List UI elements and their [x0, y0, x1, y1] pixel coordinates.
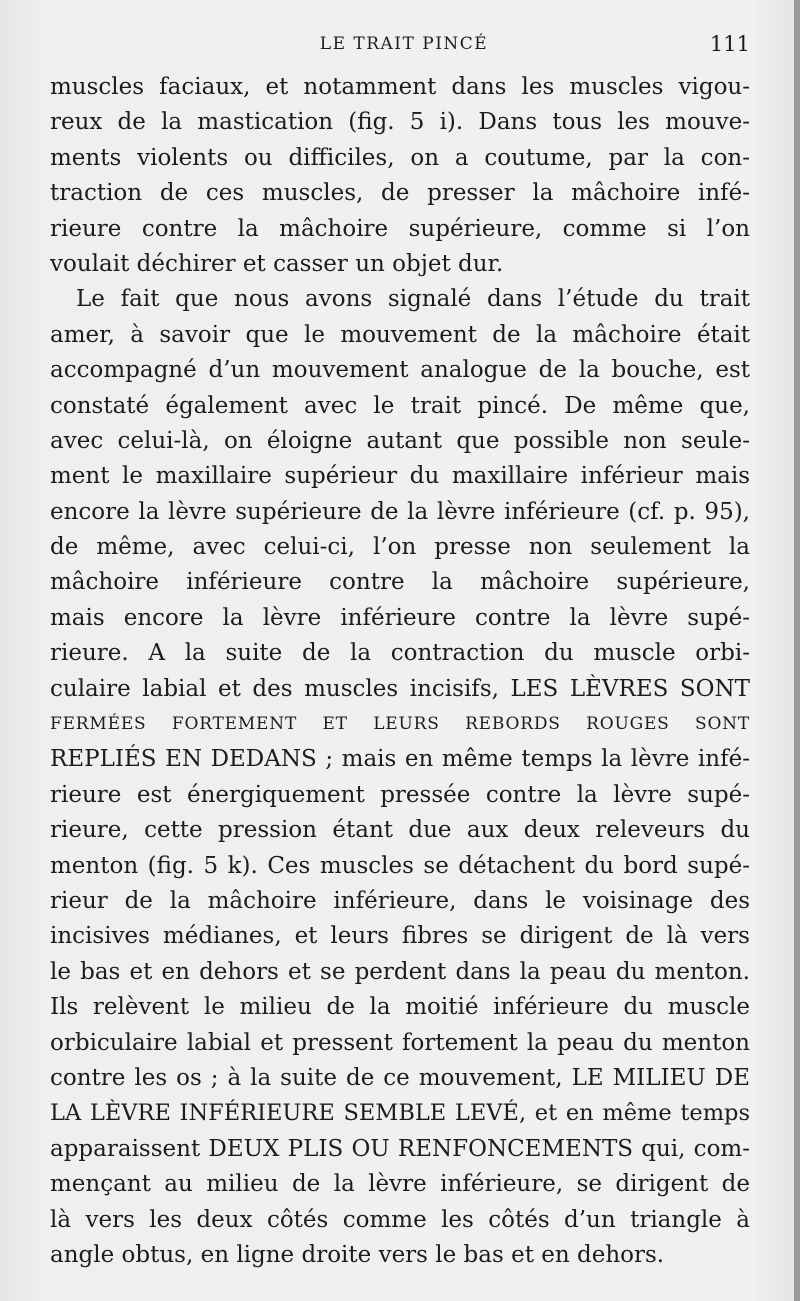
text-line: Ils relèvent le milieu de la moitié inférieure du muscle [50, 994, 750, 1021]
text-line: constaté également avec le trait pincé. De même que, [50, 392, 750, 419]
text-line: rieure, cette pression étant due aux deux releveurs du [50, 817, 750, 844]
text-line: orbiculaire labial et pressent fortement la peau du menton [50, 1029, 750, 1056]
text-line: rieure contre la mâchoire supérieure, comme si l’on [50, 215, 750, 242]
text-line: là vers les deux côtés comme les côtés d’un triangle à [50, 1206, 750, 1233]
text-line: le bas et en dehors et se perdent dans la peau du menton. [50, 958, 750, 985]
text-line: accompagné d’un mouvement analogue de la bouche, est [50, 357, 750, 384]
page-edge-shadow [794, 0, 800, 1301]
text-line: voulait déchirer et casser un objet dur. [50, 250, 504, 277]
running-head: LE TRAIT PINCÉ [319, 34, 489, 54]
text-line: avec celui-là, on éloigne autant que possible non seule- [50, 427, 750, 454]
text-line: ments violents ou difficiles, on a coutume, par la con- [50, 144, 750, 171]
page-number: 111 [709, 32, 750, 56]
text-line: rieur de la mâchoire inférieure, dans le voisinage des [50, 887, 750, 914]
text-line: rieure. A la suite de la contraction du muscle orbi- [50, 640, 750, 667]
text-line: amer, à savoir que le mouvement de la mâchoire était [50, 321, 750, 348]
text-line: de même, avec celui-ci, l’on presse non seulement la [50, 534, 750, 561]
text-line: LA LÈVRE INFÉRIEURE SEMBLE LEVÉ, et en même temps [50, 1100, 750, 1127]
text-line: incisives médianes, et leurs fibres se dirigent de là vers [50, 923, 750, 950]
text-line: Le fait que nous avons signalé dans l’étude du trait [76, 286, 750, 313]
text-line: apparaissent DEUX PLIS OU RENFONCEMENTS qui, com- [50, 1135, 750, 1162]
text-line-small-caps: FERMÉES FORTEMENT ET LEURS REBORDS ROUGES SONT [50, 714, 750, 735]
text-line: ment le maxillaire supérieur du maxillaire inférieur mais [50, 463, 750, 490]
text-line: rieure est énergiquement pressée contre la lèvre supé- [50, 781, 750, 808]
text-line: contre les os ; à la suite de ce mouvement, LE MILIEU DE [50, 1064, 750, 1091]
text-line: mais encore la lèvre inférieure contre la lèvre supé- [50, 604, 750, 631]
text-line: mâchoire inférieure contre la mâchoire supérieure, [50, 569, 750, 596]
text-line: encore la lèvre supérieure de la lèvre inférieure (cf. p. 95), [50, 498, 750, 525]
text-line: REPLIÉS EN DEDANS ; mais en même temps la lèvre infé- [50, 746, 750, 773]
text-line: menton (fig. 5 k). Ces muscles se détachent du bord supé- [50, 852, 750, 879]
text-line: reux de la mastication (fig. 5 i). Dans tous les mouve- [50, 109, 750, 136]
text-line: traction de ces muscles, de presser la mâchoire infé- [50, 180, 750, 207]
body-text [50, 70, 750, 1273]
text-line: angle obtus, en ligne droite vers le bas et en dehors. [50, 1241, 665, 1268]
text-line: muscles faciaux, et notamment dans les muscles vigou- [50, 74, 750, 100]
text-line: culaire labial et des muscles incisifs, LES LÈVRES SONT [50, 675, 750, 702]
page-header [50, 34, 750, 64]
text-line: mençant au milieu de la lèvre inférieure, se dirigent de [50, 1171, 750, 1198]
